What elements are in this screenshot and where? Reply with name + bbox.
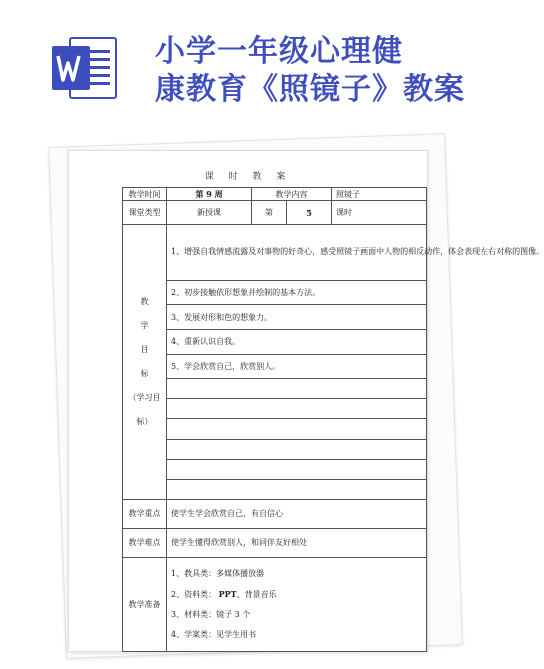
objective-row xyxy=(123,280,427,305)
preparation-item xyxy=(171,625,422,645)
empty-row xyxy=(123,459,427,479)
empty-cell xyxy=(167,399,427,419)
lesson-number: 5 xyxy=(287,201,332,224)
preparation-prefix: 1、教具类： xyxy=(171,569,217,578)
content-label: 教学内容 xyxy=(252,188,332,201)
preparation-text: 镜子 3 个 xyxy=(216,610,251,619)
objective-item: 1、增强自我情感流露及对事物的好奇心，感受照镜子画面中人物的相反动作，体会表现左右对称的图像。 xyxy=(167,224,427,280)
empty-row xyxy=(123,419,427,439)
objectives-label xyxy=(123,224,167,499)
lesson-di: 第 xyxy=(252,201,287,224)
preparation-text: 见学生用书 xyxy=(216,630,257,639)
preparation-list xyxy=(167,558,427,652)
difficulty-value: 使学生懂得欣赏别人，和同伴友好相处 xyxy=(167,528,427,557)
empty-row xyxy=(123,479,427,499)
preparation-text: 、背景音乐 xyxy=(236,590,277,599)
page-title-line-1: 小学一年级心理健 xyxy=(155,34,403,69)
table-row-time xyxy=(123,188,427,201)
objectives-label-char: 目 xyxy=(140,344,149,354)
objective-row xyxy=(123,224,427,280)
objective-item: 5、学会欣赏自己，欣赏别人。 xyxy=(167,354,427,379)
key-point-row xyxy=(123,499,427,528)
objective-row xyxy=(123,329,427,354)
objective-row xyxy=(123,354,427,379)
header xyxy=(0,0,474,135)
preparation-item xyxy=(171,584,422,605)
empty-cell xyxy=(167,379,427,399)
preparation-row xyxy=(123,558,427,652)
empty-row xyxy=(123,379,427,399)
preparation-text: 多媒体播放器 xyxy=(216,569,265,578)
preparation-item xyxy=(171,564,422,584)
empty-cell xyxy=(167,459,427,479)
document-page xyxy=(68,150,544,652)
type-value: 新授课 xyxy=(167,201,252,224)
empty-cell xyxy=(167,419,427,439)
preparation-bold: PPT xyxy=(218,589,237,599)
objectives-label-char: 标） xyxy=(136,416,153,426)
preparation-prefix: 3、材料类： xyxy=(171,610,217,619)
preparation-prefix: 4、学案类： xyxy=(171,630,217,639)
objectives-label-char: （学习目 xyxy=(128,392,161,402)
objectives-label-char: 教 xyxy=(140,296,149,306)
type-label: 课堂类型 xyxy=(123,201,167,224)
word-document-icon xyxy=(52,36,118,100)
objective-row xyxy=(123,305,427,330)
empty-row xyxy=(123,439,427,459)
empty-cell xyxy=(167,439,427,459)
difficulty-label: 教学难点 xyxy=(123,528,167,557)
week-value: 第 9 周 xyxy=(167,188,252,201)
lesson-unit: 课时 xyxy=(332,201,427,224)
objective-item: 4、重新认识自我。 xyxy=(167,329,427,354)
empty-cell xyxy=(167,479,427,499)
table-row-type xyxy=(123,201,427,224)
objectives-label-char: 学 xyxy=(140,320,149,330)
preparation-label: 教学准备 xyxy=(123,558,167,652)
objective-item: 2、初步接触依形想象并绘制的基本方法。 xyxy=(167,280,427,305)
key-point-value: 使学生学会欣赏自己，有自信心 xyxy=(167,499,427,528)
empty-row xyxy=(123,399,427,419)
preparation-prefix: 2、资料类： xyxy=(171,590,217,599)
document-title: 课 时 教 案 xyxy=(204,172,292,182)
lesson-plan-table xyxy=(122,187,544,652)
key-point-label: 教学重点 xyxy=(123,499,167,528)
time-label: 教学时间 xyxy=(123,188,167,201)
page-title-line-2: 康教育《照镜子》教案 xyxy=(155,72,465,107)
objectives-label-char: 标 xyxy=(140,368,149,378)
preparation-item xyxy=(171,605,422,625)
content-value: 照镜子 xyxy=(332,188,427,201)
difficulty-row xyxy=(123,528,427,557)
objective-item: 3、发展对形和色的想象力。 xyxy=(167,305,427,330)
